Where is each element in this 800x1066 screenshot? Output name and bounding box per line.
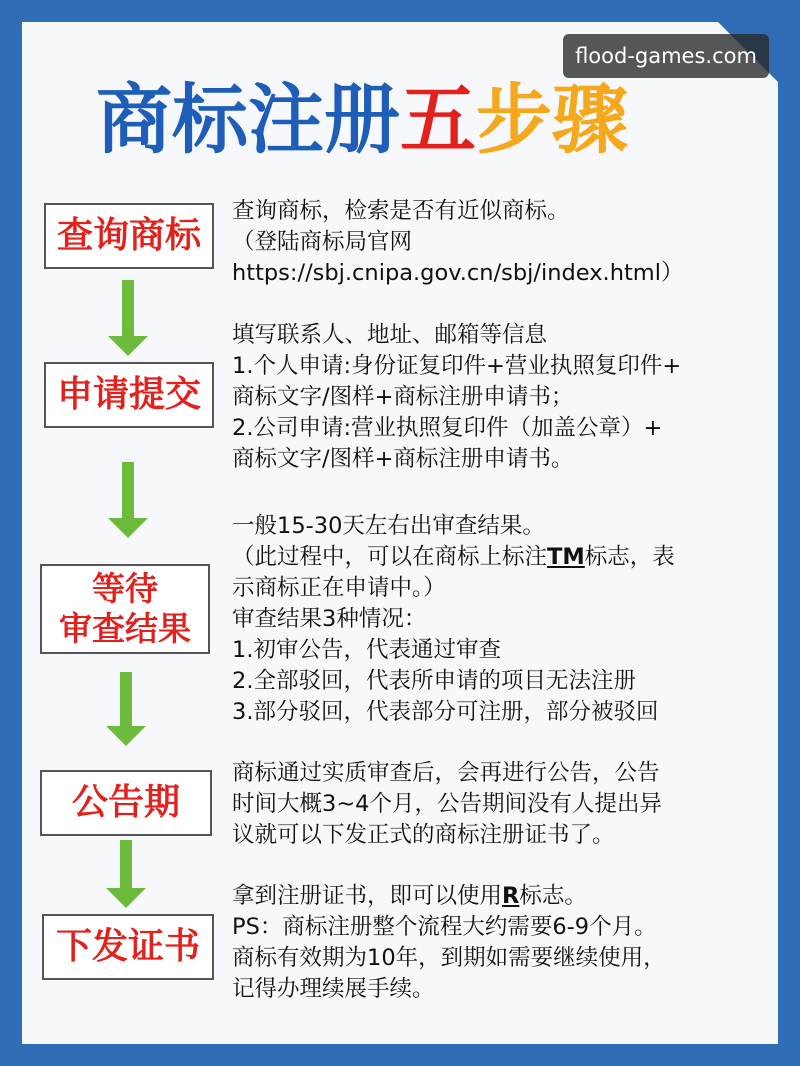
desc-line: 商标文字/图样+商标注册申请书； (232, 384, 574, 410)
step-box-certificate (42, 914, 214, 980)
watermark-label: flood-games.com (563, 34, 769, 78)
desc-line: 填写联系人、地址、邮箱等信息 (232, 322, 548, 348)
step-desc-review (232, 511, 772, 728)
step-label: 申请提交 (56, 374, 201, 416)
step-label: 等待 (92, 569, 158, 609)
arrow-down-icon (106, 840, 146, 910)
title-part-2: 五 (400, 75, 476, 164)
step-desc-certificate (232, 881, 772, 1005)
desc-line: https://sbj.cnipa.gov.cn/sbj/index.html） (232, 260, 684, 286)
desc-line: 议就可以下发正式的商标注册证书了。 (232, 822, 615, 848)
r-mark: R (502, 883, 520, 909)
step-box-review (40, 564, 210, 654)
desc-line: 商标文字/图样+商标注册申请书。 (232, 446, 574, 472)
desc-line: 一般15-30天左右出审查结果。 (232, 513, 545, 539)
step-desc-query (232, 196, 772, 289)
desc-line: 查询商标，检索是否有近似商标。 (232, 198, 570, 224)
desc-line: 商标通过实质审查后，会再进行公告，公告 (232, 760, 660, 786)
desc-line: 时间大概3~4个月，公告期间没有人提出异 (232, 791, 662, 817)
desc-line-tm (232, 542, 772, 573)
step-label: 审查结果 (59, 609, 191, 648)
step-label: 公告期 (71, 782, 180, 824)
desc-line: 1.初审公告，代表通过审查 (232, 637, 501, 663)
title-part-1: 商标注册 (96, 75, 400, 164)
desc-line: （登陆商标局官网 (232, 229, 413, 255)
desc-line: 记得办理续展手续。 (232, 976, 435, 1002)
page-title (96, 70, 716, 170)
arrow-down-icon (106, 672, 146, 748)
step-desc-submit (232, 320, 772, 475)
step-desc-announcement (232, 758, 772, 851)
desc-line: 1.个人申请:身份证复印件+营业执照复印件+ (232, 353, 682, 379)
title-part-3: 步骤 (476, 75, 628, 164)
desc-line: 2.全部驳回，代表所申请的项目无法注册 (232, 668, 636, 694)
tm-mark: TM (547, 544, 585, 570)
step-box-announcement (40, 770, 212, 836)
arrow-down-icon (108, 280, 148, 358)
desc-text: 标志。 (519, 883, 587, 909)
desc-line: 示商标正在申请中。） (232, 575, 446, 601)
desc-line: 商标有效期为10年，到期如需要继续使用， (232, 945, 666, 971)
desc-line: 2.公司申请:营业执照复印件（加盖公章）+ (232, 415, 663, 441)
desc-text: 拿到注册证书，即可以使用 (232, 883, 503, 909)
step-label: 下发证书 (55, 926, 200, 968)
step-label: 查询商标 (56, 215, 201, 257)
arrow-down-icon (108, 462, 148, 540)
desc-text: 标志，表 (584, 544, 675, 570)
step-box-submit (44, 362, 214, 428)
desc-line-r (232, 881, 772, 912)
desc-line: PS：商标注册整个流程大约需要6-9个月。 (232, 914, 657, 940)
desc-text: （此过程中，可以在商标上标注 (232, 544, 548, 570)
desc-line: 3.部分驳回，代表部分可注册，部分被驳回 (232, 699, 659, 725)
desc-line: 审查结果3种情况： (232, 606, 427, 632)
step-box-query (44, 203, 214, 269)
